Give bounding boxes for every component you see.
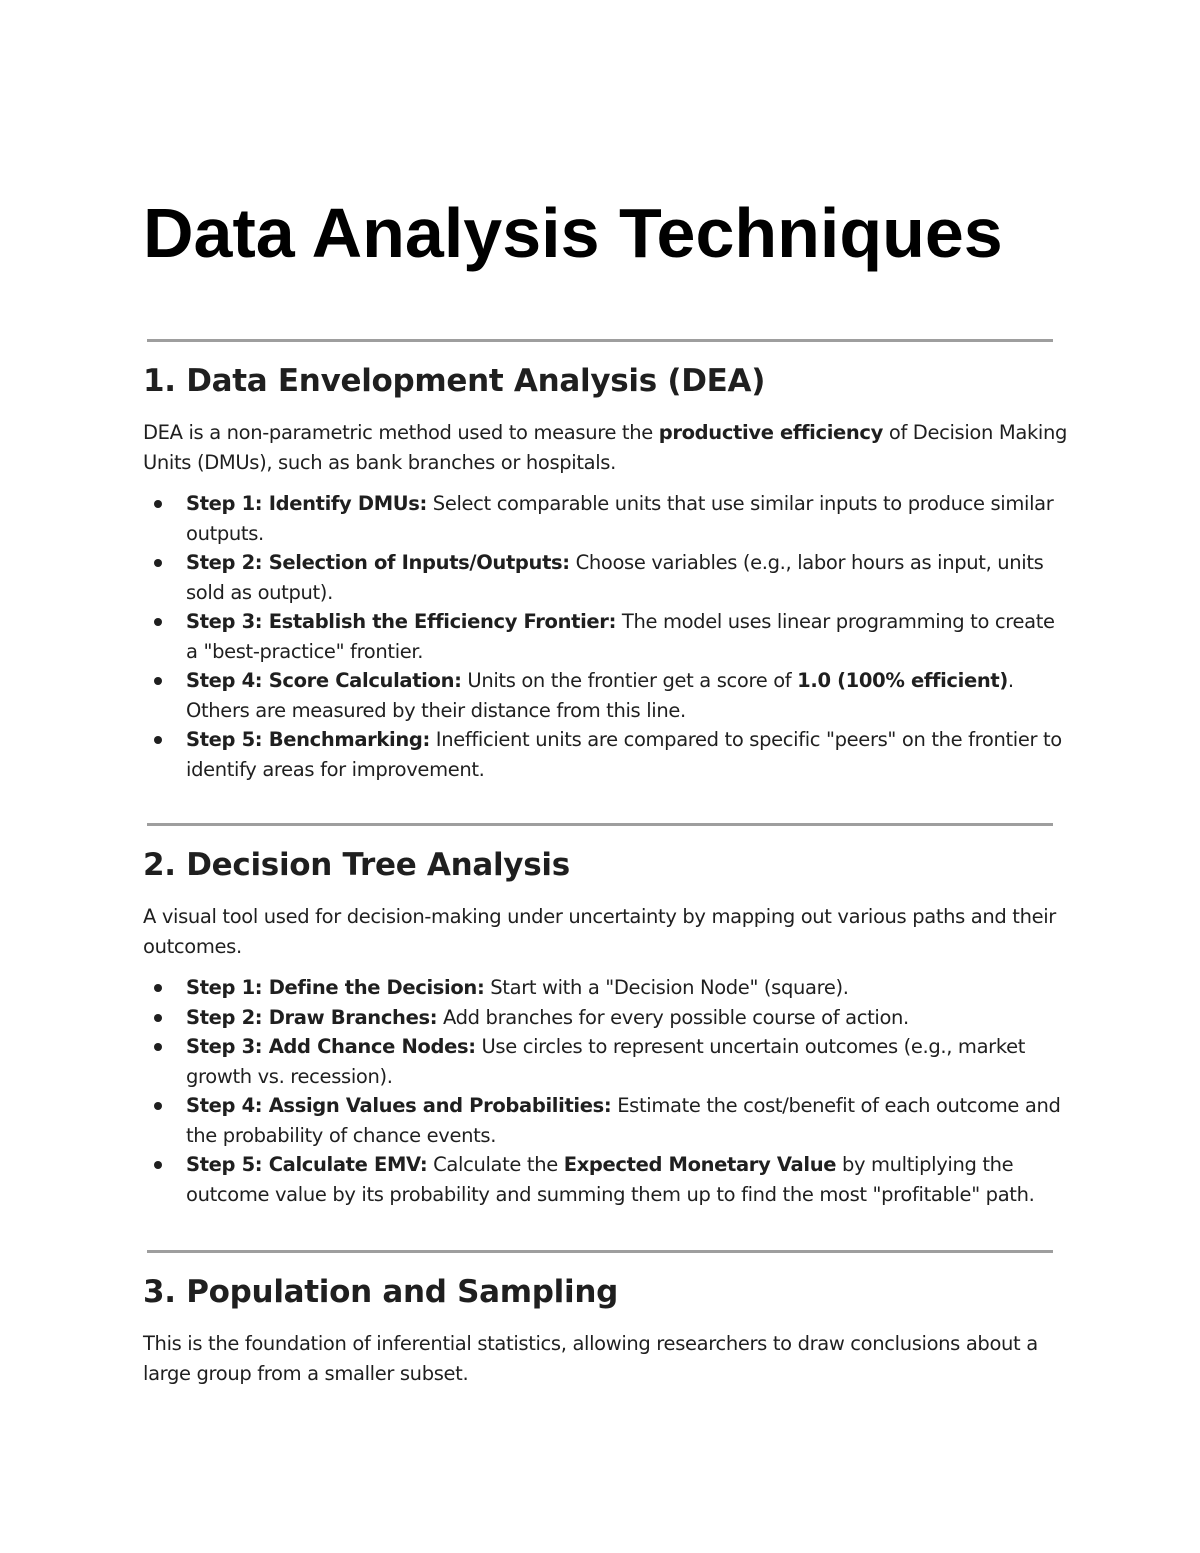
bullet-icon — [154, 1014, 162, 1022]
step-text: Inefficient units are compared to specific "peers" on the frontier to identify areas for improvement. — [186, 728, 1062, 781]
list-item — [143, 1003, 1068, 1033]
list-item — [143, 489, 1068, 548]
section-divider — [147, 1250, 1053, 1253]
step-text: Estimate the cost/benefit of each outcome and the probability of chance events. — [186, 1094, 1061, 1147]
step-label: Step 5: Benchmarking: — [186, 728, 430, 751]
step-label: Step 2: Draw Branches: — [186, 1005, 438, 1029]
step-label: Step 4: Assign Values and Probabilities: — [186, 1094, 612, 1117]
step-label: Step 1: Define the Decision: — [186, 976, 485, 999]
list-item — [143, 1091, 1068, 1150]
steps-list — [143, 489, 1068, 784]
section-divider — [147, 823, 1053, 826]
step-text: Use circles to represent uncertain outcomes (e.g., market growth vs. recession). — [186, 1035, 1026, 1088]
section-intro: This is the foundation of inferential statistics, allowing researchers to draw conclusions about a large group from a smaller subset. — [143, 1332, 1038, 1385]
steps-list — [143, 973, 1068, 1209]
list-item — [143, 548, 1068, 607]
document-title: Data Analysis Techniques — [143, 194, 1003, 272]
step-bold-value: 1.0 (100% efficient) — [797, 669, 1008, 692]
step-text-tail: . Others are measured by their distance from this line. — [186, 669, 1014, 722]
step-bold-value: Expected Monetary Value — [563, 1153, 837, 1176]
bullet-icon — [154, 1161, 162, 1169]
step-text: Add branches for every possible course of action. — [437, 1005, 909, 1029]
step-text: Select comparable units that use similar inputs to produce similar outputs. — [186, 492, 1054, 545]
bullet-icon — [154, 736, 162, 744]
step-text: The model uses linear programming to create a "best-practice" frontier. — [186, 610, 1055, 663]
step-text-tail: by multiplying the outcome value by its probability and summing them up to find the most "profitable" path. — [186, 1153, 1035, 1206]
section-decision-tree — [143, 845, 1068, 1209]
bullet-icon — [154, 559, 162, 567]
step-label: Step 2: Selection of Inputs/Outputs: — [186, 551, 570, 574]
bullet-icon — [154, 1102, 162, 1110]
bullet-icon — [154, 500, 162, 508]
bullet-icon — [154, 1043, 162, 1051]
step-label: Step 3: Establish the Efficiency Frontier: — [186, 610, 617, 633]
list-item — [143, 973, 1068, 1003]
step-label: Step 4: Score Calculation: — [186, 669, 462, 692]
bullet-icon — [154, 618, 162, 626]
section-dea — [143, 361, 1068, 784]
step-text: Units on the frontier get a score of — [461, 669, 798, 692]
section-population-sampling — [143, 1272, 1068, 1400]
section-heading: 2. Decision Tree Analysis — [143, 847, 570, 883]
bullet-icon — [154, 984, 162, 992]
step-text: Choose variables (e.g., labor hours as input, units sold as output). — [186, 551, 1044, 604]
section-intro: A visual tool used for decision-making under uncertainty by mapping out various paths and their outcomes. — [143, 905, 1056, 958]
bullet-icon — [154, 677, 162, 685]
list-item — [143, 1032, 1068, 1091]
step-label: Step 1: Identify DMUs: — [186, 492, 427, 515]
step-text: Calculate the — [427, 1153, 564, 1176]
step-label: Step 5: Calculate EMV: — [186, 1153, 428, 1176]
step-text: Start with a "Decision Node" (square). — [484, 976, 849, 999]
section-divider — [147, 339, 1053, 342]
section-heading: 1. Data Envelopment Analysis (DEA) — [143, 363, 766, 399]
list-item — [143, 1150, 1068, 1209]
list-item — [143, 607, 1068, 666]
section-intro: DEA is a non-parametric method used to measure the productive efficiency of Decision Making Units (DMUs), such as bank branches or hospitals. — [143, 421, 1067, 474]
list-item — [143, 725, 1068, 784]
section-heading: 3. Population and Sampling — [143, 1274, 618, 1310]
step-label: Step 3: Add Chance Nodes: — [186, 1035, 476, 1058]
list-item — [143, 666, 1068, 725]
